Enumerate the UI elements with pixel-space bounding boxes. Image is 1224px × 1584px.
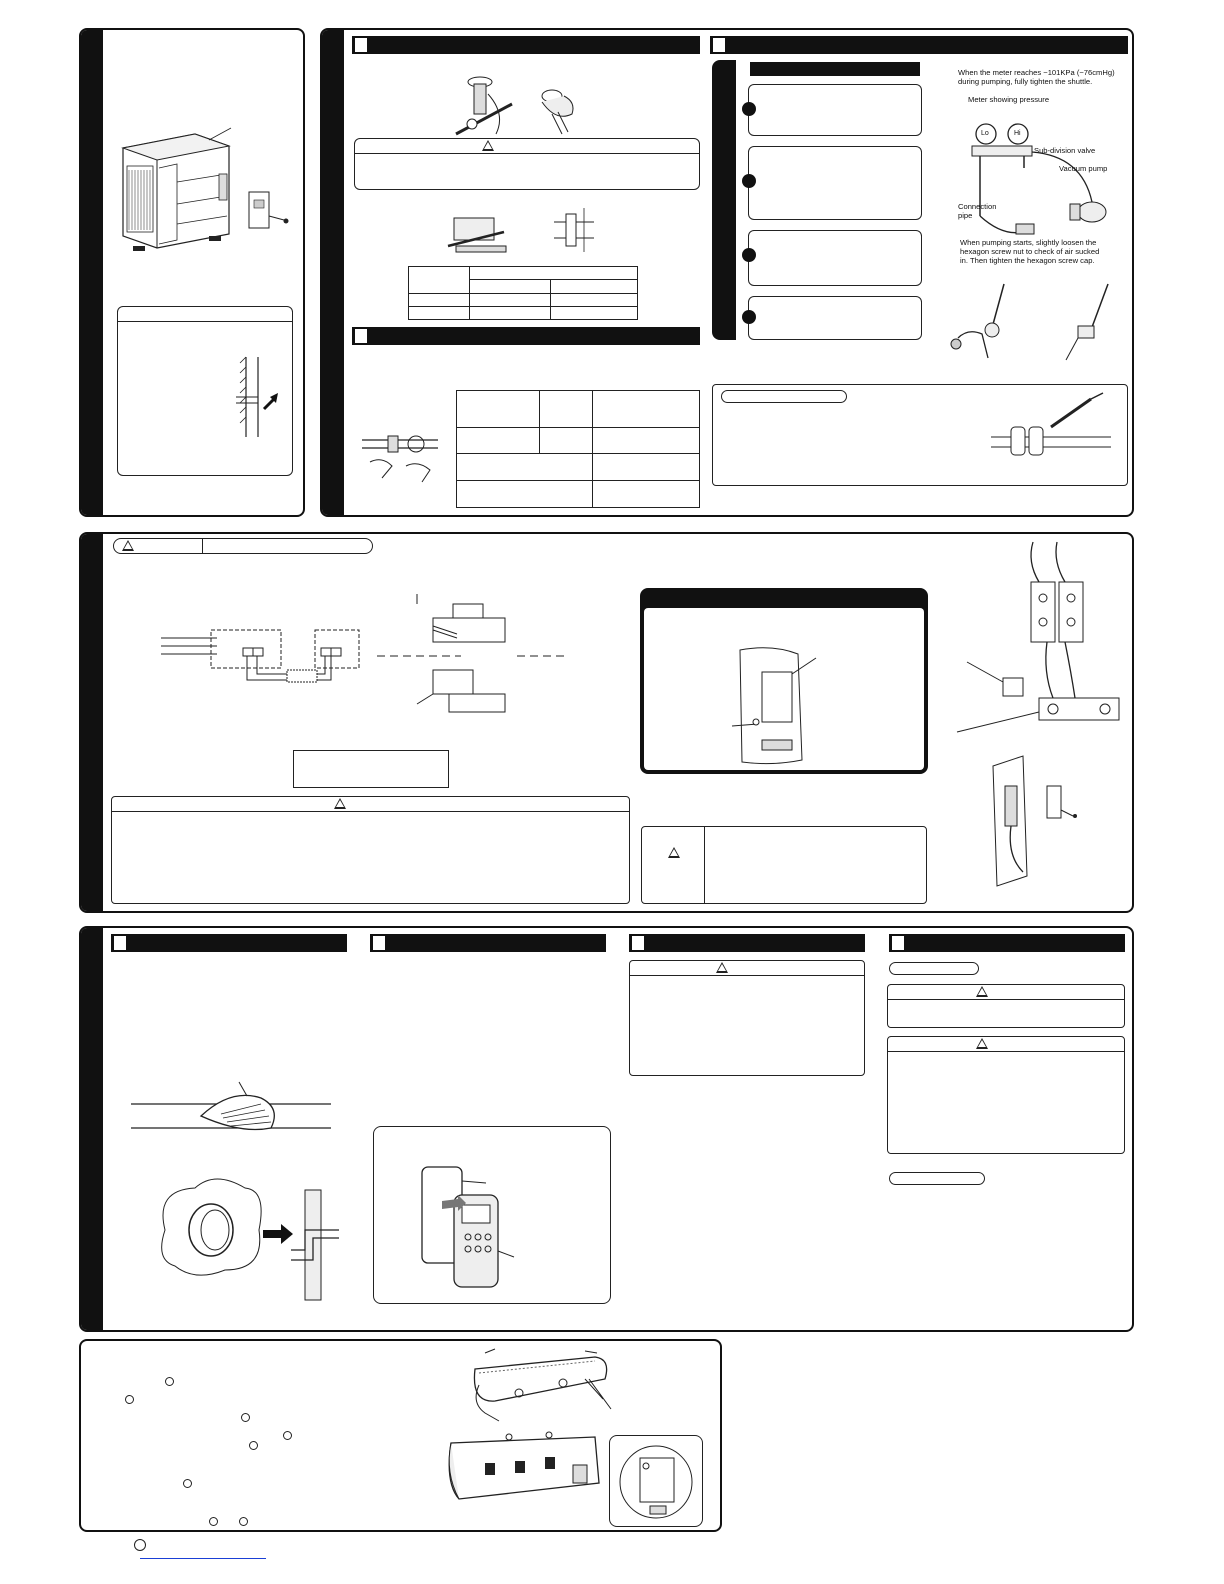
hole-marker-icon <box>183 1479 192 1488</box>
valve-wrench-illustration <box>948 278 1128 368</box>
step-box-4 <box>748 296 922 340</box>
remote-holder-box <box>373 1126 611 1304</box>
indoor-unit-front-illustration <box>465 1349 615 1433</box>
gauge-hi-label: Hi <box>1014 130 1021 137</box>
flaring-warning-box <box>354 138 700 190</box>
test-warning-box <box>629 960 865 1076</box>
hole-marker-icon <box>209 1517 218 1526</box>
vacuum-note-top-2: during pumping, fully tighten the shuttle. <box>958 77 1093 86</box>
check-warning-box-2 <box>887 1036 1125 1154</box>
section-header-air-purge <box>710 36 1128 54</box>
piping-panel <box>320 28 1134 517</box>
leak-check-label <box>721 390 847 403</box>
manifold-gauge-diagram <box>942 106 1122 246</box>
check-label-pill <box>889 962 979 975</box>
check-warning-box-1 <box>887 984 1125 1028</box>
step-box-3 <box>748 230 922 286</box>
procedure-title-bar <box>750 62 920 76</box>
caution-box <box>117 306 293 476</box>
warning-triangle-icon <box>482 140 494 151</box>
connection-pipe-label-1: Connection <box>958 202 997 211</box>
footer-link[interactable] <box>140 1558 266 1559</box>
detail-illustration <box>616 1442 696 1522</box>
control-box-illustration <box>732 644 822 768</box>
wiring-note-box <box>293 750 449 788</box>
step-box-2 <box>748 146 922 220</box>
section-header-test <box>629 934 865 952</box>
step-bullet-icon <box>742 248 756 262</box>
step-box-1 <box>748 84 922 136</box>
warning-triangle-icon <box>976 1038 988 1049</box>
section-header-remote <box>370 934 606 952</box>
section-header-tightening <box>352 327 700 345</box>
vacuum-note-bottom-1: When pumping starts, slightly loosen the <box>960 238 1097 247</box>
wiring-schematic <box>161 624 361 694</box>
meter-label: Meter showing pressure <box>968 95 1050 104</box>
flare-gauge-illustration <box>444 200 624 270</box>
warning-label-pill <box>113 538 373 554</box>
step-bullet-icon <box>742 174 756 188</box>
leak-check-illustration <box>991 393 1111 463</box>
hole-marker-icon <box>249 1441 258 1450</box>
terminal-block-illustration <box>957 542 1127 742</box>
hole-marker-icon <box>134 1539 146 1551</box>
panel-spine <box>81 30 103 515</box>
hole-marker-icon <box>125 1395 134 1404</box>
vacuum-pump-label: Vacuum pump <box>1059 164 1108 173</box>
connection-pipe-label-2: pipe <box>958 211 973 220</box>
wrench-tightening-illustration <box>362 426 442 484</box>
installation-panel <box>79 926 1134 1332</box>
pipe-wrapping-illustration <box>131 1078 331 1138</box>
panel-spine <box>322 30 344 515</box>
gauge-lo-label: Lo <box>981 130 989 137</box>
flare-dimension-table <box>408 266 638 320</box>
step-bullet-icon <box>742 310 756 324</box>
warning-triangle-icon <box>668 847 680 858</box>
vacuum-note-bottom-3: in. Then tighten the hexagon screw cap. <box>960 256 1095 265</box>
section-header-check <box>889 934 1125 952</box>
section-header-drain <box>111 934 347 952</box>
indoor-unit-rear-illustration <box>445 1433 605 1509</box>
hole-marker-icon <box>165 1377 174 1386</box>
remote-holder-illustration <box>414 1161 524 1291</box>
outdoor-unit-panel <box>79 28 305 517</box>
cover-warning-box <box>641 826 927 904</box>
step-bullet-icon <box>742 102 756 116</box>
cover-removal-box <box>640 588 928 774</box>
procedure-sidebar <box>712 60 736 340</box>
wiring-warning-box <box>111 796 630 904</box>
check-label-pill-2 <box>889 1172 985 1185</box>
vacuum-note-bottom-2: hexagon screw nut to check of air sucked <box>960 247 1100 256</box>
warning-triangle-icon <box>976 986 988 997</box>
vacuum-note-top-1: When the meter reaches −101KPa (−76cmHg) <box>958 68 1115 77</box>
section-header-flaring <box>352 36 700 54</box>
connector-detail <box>377 594 577 724</box>
warning-triangle-icon <box>122 540 134 551</box>
indoor-unit-panel <box>79 1339 722 1532</box>
warning-triangle-icon <box>716 962 728 973</box>
leak-check-box <box>712 384 1128 486</box>
hole-marker-icon <box>239 1517 248 1526</box>
wiring-panel <box>79 532 1134 913</box>
outdoor-side-panel-illustration <box>983 756 1123 896</box>
hole-marker-icon <box>241 1413 250 1422</box>
outdoor-unit-illustration <box>119 120 299 260</box>
panel-spine <box>81 534 103 911</box>
hole-marker-icon <box>283 1431 292 1440</box>
panel-spine <box>81 928 103 1330</box>
warning-triangle-icon <box>334 798 346 809</box>
torque-table <box>456 390 700 508</box>
indoor-detail-inset <box>609 1435 703 1527</box>
subdivision-valve-label: Sub-division valve <box>1034 146 1096 155</box>
wall-mount-diagram <box>236 357 296 437</box>
wall-hole-illustration <box>155 1170 345 1300</box>
